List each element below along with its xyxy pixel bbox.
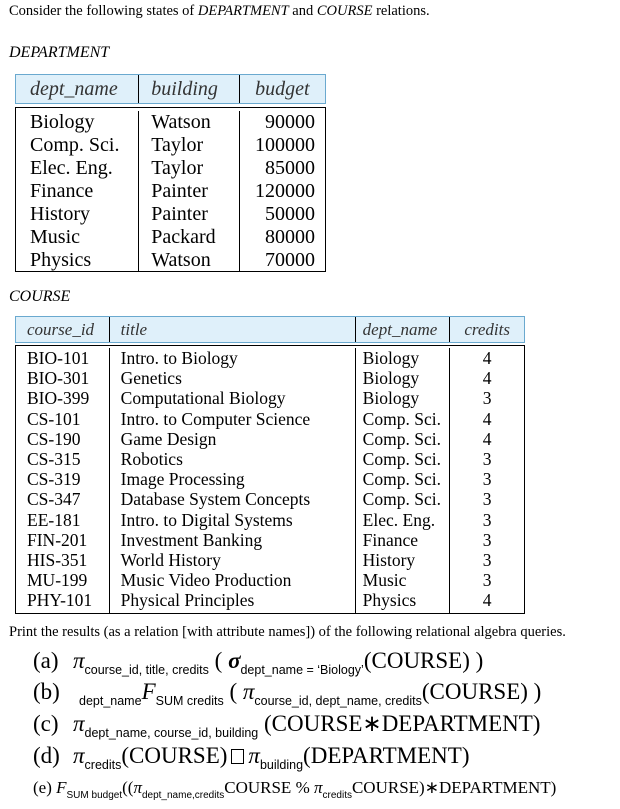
course-table — [15, 345, 525, 614]
department-cell: 85000 — [265, 157, 315, 179]
course-cell: MU-199 — [27, 570, 88, 591]
course-cell: 3 — [482, 529, 492, 550]
course-cell: Intro. to Biology — [120, 348, 238, 368]
course-cell: 3 — [482, 388, 492, 409]
department-cell: Watson — [151, 249, 211, 271]
building-column — [139, 111, 239, 271]
course-cell: CS-315 — [27, 449, 81, 470]
title-column — [110, 348, 356, 613]
course-cell: Elec. Eng. — [362, 509, 436, 530]
department-cell: 70000 — [265, 249, 315, 271]
course-cell: FIN-201 — [27, 529, 88, 550]
department-cell: 100000 — [255, 134, 315, 156]
department-cell: Watson — [151, 111, 211, 133]
course-cell: 4 — [482, 368, 492, 389]
department-cell: History — [30, 203, 90, 225]
department-cell: 90000 — [265, 111, 315, 133]
department-table — [15, 107, 326, 272]
course-cell: 3 — [482, 509, 492, 530]
header-budget: budget — [255, 77, 310, 100]
course-cell: BIO-399 — [27, 388, 90, 409]
course-cell: History — [362, 550, 416, 571]
course-cell: 3 — [482, 469, 492, 490]
department-cell: Biology — [30, 111, 95, 133]
course-cell: Robotics — [120, 449, 183, 470]
budget-column — [240, 111, 325, 271]
course-cell: Music Video Production — [120, 570, 292, 591]
department-cell: Elec. Eng. — [30, 157, 113, 179]
dept-name-column — [16, 111, 139, 271]
department-cell: 80000 — [265, 226, 315, 248]
intro-text: Consider the following states of DEPARTMENT and COURSE relations. — [9, 3, 430, 19]
course-cell: Database System Concepts — [120, 489, 311, 510]
query-d: (d) $\pi_{credits}(COURSE)$ $\pi_{building}(DEPARTMENT)$ — [33, 743, 470, 772]
department-cell: Painter — [151, 180, 208, 202]
course-label: COURSE — [9, 288, 71, 305]
course-cell: 3 — [482, 570, 492, 591]
credits-column — [450, 348, 524, 613]
course-cell: CS-101 — [27, 408, 81, 429]
course-cell: PHY-101 — [27, 590, 93, 611]
course-cell: Investment Banking — [120, 529, 263, 550]
header-title: title — [110, 317, 356, 342]
header-credits: credits — [464, 319, 510, 339]
course-cell: EE-181 — [27, 509, 81, 530]
course-cell: Intro. to Computer Science — [120, 408, 311, 429]
header-building: building — [139, 75, 239, 103]
course-cell: Comp. Sci. — [362, 489, 441, 510]
query-b: (b) $_{dept\_name}F_{SUM credits}$ ( $\pi_{course\_id, dept\_name, credits}(COURSE)$ ) — [33, 679, 542, 708]
course-cell: Game Design — [120, 428, 217, 449]
course-cell: Music — [362, 570, 407, 591]
course-cell: 4 — [482, 428, 492, 449]
query-e: (e) $F_{SUM budget}((\pi_{dept\_name,credits}COURSE$ % $\pi_{credits}COURSE)∗DEPARTMENT$) — [33, 778, 557, 801]
course-cell: Comp. Sci. — [362, 469, 441, 490]
course-cell: Comp. Sci. — [362, 408, 441, 429]
course-cell: Image Processing — [120, 469, 245, 490]
department-cell: Finance — [30, 180, 94, 202]
course-cell: 4 — [482, 590, 492, 611]
course-cell: Comp. Sci. — [362, 449, 441, 470]
course-cell: Finance — [362, 529, 419, 550]
header-course-dept-name: dept_name — [356, 317, 451, 342]
department-header — [15, 74, 326, 104]
department-cell: Physics — [30, 249, 92, 271]
course-cell: Comp. Sci. — [362, 428, 441, 449]
course-cell: Computational Biology — [120, 388, 286, 409]
course-cell: World History — [120, 550, 221, 571]
course-cell: CS-319 — [27, 469, 81, 490]
missing-glyph-box — [231, 749, 244, 764]
course-cell: BIO-301 — [27, 368, 90, 389]
course-cell: Genetics — [120, 368, 182, 389]
course-header — [15, 316, 525, 343]
course-cell: 4 — [482, 348, 492, 368]
course-cell: 3 — [482, 449, 492, 470]
course-cell: BIO-101 — [27, 348, 90, 368]
department-cell: 50000 — [265, 203, 315, 225]
course-cell: Biology — [362, 348, 420, 368]
course-cell: CS-347 — [27, 489, 81, 510]
header-dept-name: dept_name — [16, 75, 139, 103]
query-c: (c) $\pi_{dept\_name, course\_id, building}$ (COURSE∗DEPARTMENT) — [33, 711, 541, 740]
department-cell: Packard — [151, 226, 216, 248]
course-id-column — [16, 348, 110, 613]
department-label: DEPARTMENT — [9, 44, 110, 61]
department-cell: Painter — [151, 203, 208, 225]
course-cell: Physical Principles — [120, 590, 255, 611]
department-cell: Music — [30, 226, 80, 248]
course-cell: 3 — [482, 489, 492, 510]
course-cell: Physics — [362, 590, 417, 611]
header-course-id: course_id — [16, 317, 110, 342]
course-cell: HIS-351 — [27, 550, 88, 571]
question-prompt: Print the results (as a relation [with attribute names]) of the following relational algebra queries. — [9, 624, 566, 640]
query-a: (a) $\pi_{course\_id, title, credits}$ ( $\sigma_{dept\_name = ‘Biology’}(COURSE)$ ) — [33, 648, 484, 677]
course-cell: CS-190 — [27, 428, 81, 449]
department-cell: Comp. Sci. — [30, 134, 120, 156]
course-dept-name-column — [356, 348, 451, 613]
course-cell: Intro. to Digital Systems — [120, 509, 293, 530]
course-cell: 4 — [482, 408, 492, 429]
course-cell: 3 — [482, 550, 492, 571]
department-cell: 120000 — [255, 180, 315, 202]
department-cell: Taylor — [151, 134, 204, 156]
course-cell: Biology — [362, 388, 420, 409]
course-cell: Biology — [362, 368, 420, 389]
department-cell: Taylor — [151, 157, 204, 179]
